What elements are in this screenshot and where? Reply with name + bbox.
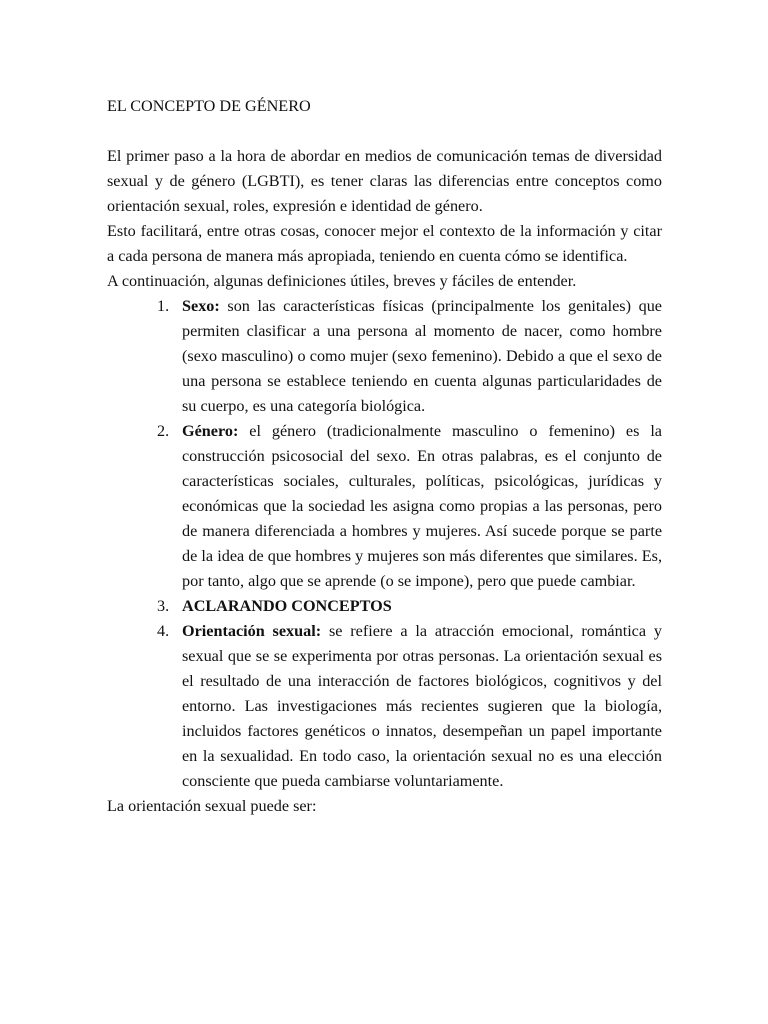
intro-paragraph-3: A continuación, algunas definiciones útiles, breves y fáciles de entender.: [107, 272, 577, 290]
definition-term: Orientación sexual:: [182, 622, 322, 640]
definition-term: Sexo:: [182, 297, 220, 315]
closing-paragraph: La orientación sexual puede ser:: [107, 797, 317, 815]
document-page: [107, 94, 662, 819]
definition-text: el género (tradicionalmente masculino o femenino) es la construcción psicosocial del sexo. En otras palabras, es el conjunto de características sociales, culturales, políticas, psicológicas, jurídicas y económicas que la sociedad les asigna como propias a las personas, pero de manera diferenciada a hombres y mujeres. Así sucede porque se parte de la idea de que hombres y mujeres son más diferentes que similares. Es, por tanto, algo que se aprende (o se impone), pero que puede cambiar.: [182, 422, 662, 590]
definitions-list: [107, 294, 662, 794]
definition-item-aclarando: [107, 594, 662, 619]
definition-text: se refiere a la atracción emocional, romántica y sexual que se se experimenta por otras personas. La orientación sexual es el resultado de una interacción de factores biológicos, cognitivos y del entorno. Las investigaciones más recientes sugieren que la biología, incluidos factores genéticos o innatos, desempeñan un papel importante en la sexualidad. En todo caso, la orientación sexual no es una elección consciente que pueda cambiarse voluntariamente.: [182, 622, 662, 790]
intro-paragraph-2: Esto facilitará, entre otras cosas, conocer mejor el contexto de la información y citar a cada persona de manera más apropiada, teniendo en cuenta cómo se identifica.: [107, 222, 662, 265]
list-number: 1.: [157, 297, 170, 315]
definition-text: son las características físicas (principalmente los genitales) que permiten clasificar a una persona al momento de nacer, como hombre (sexo masculino) o como mujer (sexo femenino). Debido a que el sexo de una persona se establece teniendo en cuenta algunas particularidades de su cuerpo, es una categoría biológica.: [182, 297, 662, 415]
definition-item-sexo: [107, 294, 662, 419]
definition-term: ACLARANDO CONCEPTOS: [182, 597, 392, 615]
definition-item-orientacion: [107, 619, 662, 794]
list-number: 3.: [157, 597, 170, 615]
definition-item-genero: [107, 419, 662, 594]
intro-paragraph-1: El primer paso a la hora de abordar en medios de comunicación temas de diversidad sexual y de género (LGBTI), es tener claras las diferencias entre conceptos como orientación sexual, roles, expresión e identidad de género.: [107, 147, 662, 215]
definition-term: Género:: [182, 422, 239, 440]
list-number: 4.: [157, 622, 170, 640]
document-title: EL CONCEPTO DE GÉNERO: [107, 97, 311, 115]
list-number: 2.: [157, 422, 170, 440]
